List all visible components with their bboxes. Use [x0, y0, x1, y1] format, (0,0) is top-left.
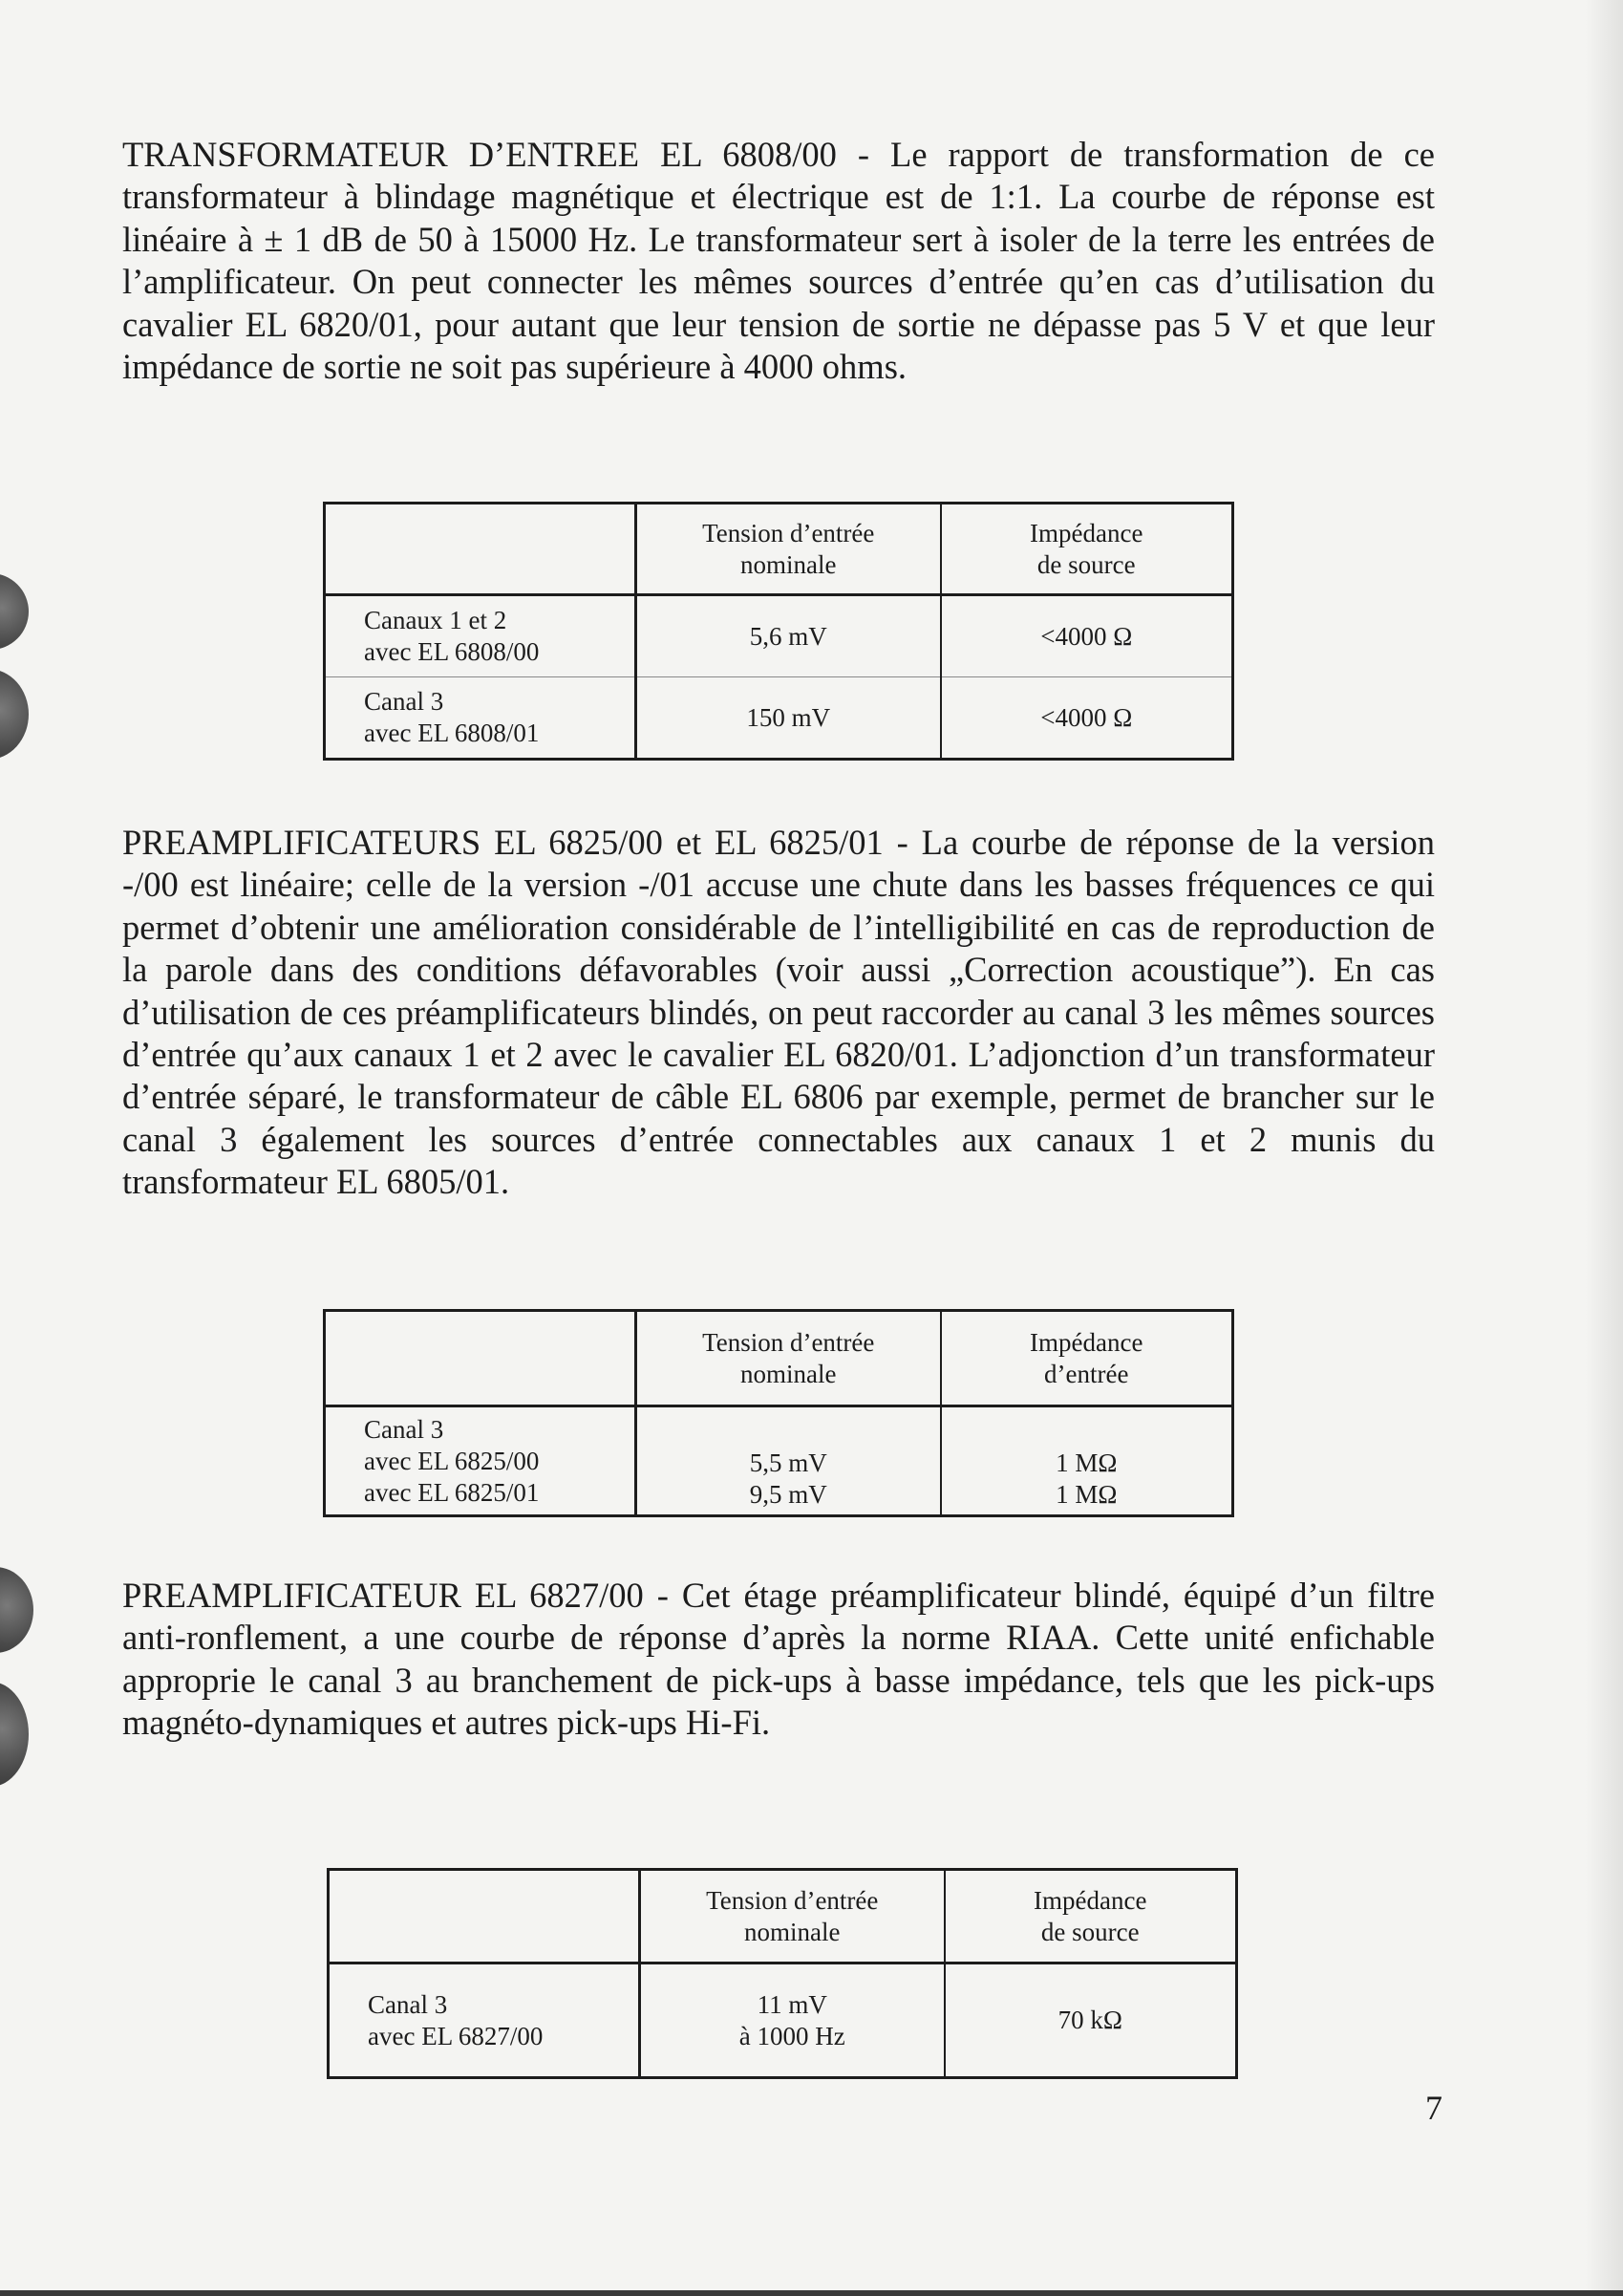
row-voltage: 5,6 mV	[636, 595, 941, 677]
header-impedance: Impédance d’entrée	[941, 1311, 1233, 1406]
header-impedance: Impédance de source	[941, 504, 1233, 595]
punch-hole-3	[0, 1567, 33, 1653]
header-empty	[329, 1870, 640, 1963]
row-label: Canal 3 avec EL 6808/01	[325, 677, 636, 760]
row-label: Canaux 1 et 2 avec EL 6808/00	[325, 595, 636, 677]
punch-hole-1	[0, 573, 29, 650]
row-voltage: 5,5 mV 9,5 mV	[636, 1406, 941, 1516]
page-bottom-edge	[0, 2290, 1623, 2296]
table-preamplifiers-6825	[323, 1309, 1234, 1517]
page-edge-shadow	[1585, 0, 1623, 2296]
table-preamplifier-6827	[327, 1868, 1238, 2079]
row-label: Canal 3 avec EL 6825/00 avec EL 6825/01	[325, 1406, 636, 1516]
paragraph-input-transformer: TRANSFORMATEUR D’ENTREE EL 6808/00 - Le rapport de transformation de ce transformateur à blindage magnétique et électrique est de 1:1. La courbe de réponse est linéaire à ± 1 dB de 50 à 15000 Hz. Le transformateur sert à isoler de la terre les entrées de l’amplificateur. On peut connecter les mêmes sources d’entrée qu’en cas d’utilisation du cavalier EL 6820/01, pour autant que leur tension de sortie ne dépasse pas 5 V et que leur impédance de sortie ne soit pas supérieure à 4000 ohms.	[122, 135, 1435, 387]
paragraph-preamplifier-6827: PREAMPLIFICATEUR EL 6827/00 - Cet étage préamplificateur blindé, équipé d’un filtre anti-ronflement, a une courbe de réponse d’après la norme RIAA. Cette unité enfichable approprie le canal 3 au branchement de pick-ups à basse impédance, tels que les pick-ups magnéto-dynamiques et autres pick-ups Hi-Fi.	[122, 1576, 1435, 1743]
punch-hole-2	[0, 669, 29, 760]
row-voltage: 150 mV	[636, 677, 941, 760]
table-input-transformer	[323, 502, 1234, 761]
table-row	[325, 677, 1233, 760]
header-voltage: Tension d’entrée nominale	[636, 1311, 941, 1406]
header-impedance: Impédance de source	[945, 1870, 1237, 1963]
table-row	[325, 595, 1233, 677]
page-number: 7	[1425, 2089, 1442, 2127]
row-impedance: <4000 Ω	[1040, 621, 1133, 651]
row-impedance: 1 MΩ 1 MΩ	[1056, 1448, 1118, 1509]
header-voltage: Tension d’entrée nominale	[636, 504, 941, 595]
table-row	[329, 1963, 1237, 2078]
header-empty	[325, 504, 636, 595]
row-impedance: <4000 Ω	[941, 677, 1233, 760]
table-row	[325, 1406, 1233, 1516]
row-impedance: 70 kΩ	[1057, 2006, 1122, 2034]
punch-hole-4	[0, 1682, 29, 1787]
paragraph-preamplifiers-6825: PREAMPLIFICATEURS EL 6825/00 et EL 6825/01 - La courbe de réponse de la version -/00 est linéaire; celle de la version -/01 accuse une chute dans les basses fréquences ce qui permet d’obtenir une amélioration considérable de l’intelligibilité en cas de reproduction de la parole dans des conditions défavorables (voir aussi „Correction acoustique”). En cas d’utilisation de ces préamplificateurs blindés, on peut raccorder au canal 3 les mêmes sources d’entrée qu’aux canaux 1 et 2 avec le cavalier EL 6820/01. L’adjonction d’un transformateur d’entrée séparé, le transformateur de câble EL 6806 par exemple, permet de brancher sur le canal 3 également les sources d’entrée connectables aux canaux 1 et 2 munis du transformateur EL 6805/01.	[122, 823, 1435, 1202]
header-voltage: Tension d’entrée nominale	[640, 1870, 945, 1963]
row-label: Canal 3 avec EL 6827/00	[329, 1963, 640, 2078]
header-empty	[325, 1311, 636, 1406]
row-voltage: 11 mV à 1000 Hz	[640, 1963, 945, 2078]
